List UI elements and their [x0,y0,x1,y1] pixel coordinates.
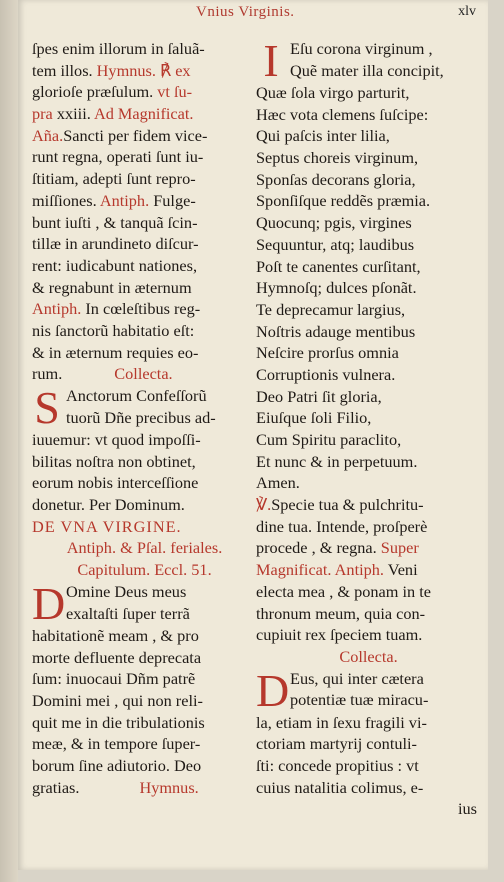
text-line: dine tua. Intende, proſperè [256,516,428,536]
drop-capital: S [34,385,60,429]
text-line: electa mea , & ponam in te [256,581,431,601]
hymn-line: Eiuſque ſoli Filio, [256,408,372,428]
folio-number: xlv [458,4,476,19]
text-line: meæ, & in tempore ſuper- [32,734,201,754]
text-line: Magnificat. Antiph. Veni [256,560,418,580]
hymn-line: Sequuntur, atq; laudibus [256,234,415,254]
drop-capital: D [32,580,66,625]
hymn-line: Hæc vota clemens ſuſcipe: [256,104,429,124]
text-line: Antiph. In cœleſtibus reg- [32,299,201,319]
text-line: donetur. Per Dominum. [32,495,185,515]
hymn-line: Deo Patri ſit gloria, [256,386,382,406]
text-line: procede , & regna. Super [256,538,419,558]
text-line: bilitas noſtra non obtinet, [32,451,196,471]
rubric-antiph: Antiph. [99,190,150,210]
rubric-hymnus: Hymnus. ℟ ex [96,60,191,80]
hymn-line: Hymnoſq; dulces pſonãt. [256,278,417,298]
text-line: Anctorum Confeſſorũ [66,386,207,405]
rubric-capitulum: Capitulum. Eccl. 51. [77,560,212,580]
text-line: habitationẽ meam , & pro [32,625,199,645]
hymn-line: Neſcire prorſus omnia [256,343,399,363]
text-line: tuorũ Dñe precibus ad- [66,407,216,427]
page-header [18,4,488,24]
text-line: & in æternum requies eo- [32,342,199,362]
rubric-ad-magnificat: Ad Magnificat. [93,104,194,124]
rubric-collecta: Collecta. [339,646,398,666]
page-gutter [0,0,18,882]
text-line: borum ſine adiutorio. Deo [32,755,202,775]
text-line: ctoriam martyrij contuli- [256,734,417,754]
book-page [18,0,488,870]
text-line: ſum: inuocaui Dñm patrẽ [32,669,196,689]
collect-block [32,385,257,429]
hymn-line: Amen. [256,473,300,493]
text-line: ſtitiam, adepti ſunt repro- [32,169,196,189]
text-line: gratias. Hymnus. [32,777,199,797]
hymn-line: Cum Spiritu paraclito, [256,430,402,449]
text-line: bunt iuſti , & tanquã ſcin- [32,212,198,232]
text-line: potentiæ tuæ miracu- [290,690,429,710]
left-column [32,38,257,798]
rubric-antiphona: Aña. [32,125,64,145]
hymn-line: Noſtris adauge mentibus [256,321,416,341]
rubric-magnificat: Magnificat. [256,560,332,580]
text-line: ℣.Specie tua & pulchritu- [256,495,424,515]
text-line: nis ſanctorũ habitatio eſt: [32,320,195,340]
hymn-line: Corruptionis vulnera. [256,364,396,384]
text-line: glorioſe præſulum. vt ſu- [32,82,193,102]
rubric-antiph: Antiph. [32,299,82,319]
hymn-line: Poſt te canentes curſitant, [256,256,421,276]
text-line: Aña.Sancti per fidem vice- [32,125,208,145]
rubric-antiph: Antiph. [331,560,384,580]
drop-capital: I [263,38,279,82]
hymn-line: Quæ ſola virgo parturit, [256,83,410,102]
section-heading: DE VNA VIRGINE. [32,516,182,536]
rubric-vt-supra: vt ſu- [157,82,193,102]
text-line: ſpes enim illorum in ſaluã- [32,39,205,58]
versicle-mark: ℣. [256,495,272,515]
hymn-line: Quẽ mater illa concipit, [290,60,444,80]
text-line: la, etiam in ſexu fragili vi- [256,712,427,732]
hymn-line: Sponſiſque reddẽs præmia. [256,191,431,211]
text-line: tillæ in arundineto diſcur- [32,234,199,254]
hymn-line: Te deprecamur largius, [256,299,406,319]
text-line: morte defluente deprecata [32,647,202,667]
text-line: miſſiones. Antiph. Fulge- [32,190,196,210]
text-line: thronum meum, quia con- [256,603,426,623]
rubric-super: Super [380,538,419,558]
text-line: quit me in die tribulationis [32,712,205,732]
rubric-collecta: Collecta. [114,364,173,384]
text-line: exaltaſti ſuper terrã [66,603,190,623]
text-line: ſti: concede propitius : vt [256,755,419,775]
text-line: iuuemur: vt quod impoſſi- [32,430,201,449]
rubric-hymnus: Hymnus. [139,777,199,797]
text-line: eorum nobis interceſſione [32,473,199,493]
running-head: Vnius Virginis. [196,4,295,20]
text-line: rent: iudicabunt nationes, [32,255,198,275]
text-line: cuius natalitia colimus, e- [256,777,424,797]
hymn-line: Et nunc & in perpetuum. [256,451,418,471]
hymn-line: Eſu corona virginum , [290,39,433,58]
hymn-line: Septus choreis virginum, [256,148,419,168]
right-column [256,38,481,820]
text-line: pra xxiii. Ad Magnificat. [32,104,194,124]
hymn-line: Qui paſcis inter lilia, [256,126,390,146]
text-line: rum. Collecta. [32,364,173,384]
catchword: ius [457,799,477,819]
hymn-line: Sponſas decorans gloria, [256,169,416,189]
text-line: & regnabunt in æternum [32,277,192,297]
text-line: cupiuit rex ſpeciem tuam. [256,625,423,645]
collect-block [256,668,481,712]
drop-capital: D [256,667,290,712]
text-line: Domini mei , qui non reli- [32,690,203,710]
rubric-antiph-ferials: Antiph. & Pſal. feriales. [66,538,223,558]
text-line: runt regna, operati ſunt iu- [32,147,204,167]
text-line: Omine Deus meus [66,581,187,601]
hymn-line: Quocunq; pgis, virgines [256,213,412,233]
hymn-block [256,38,481,82]
capitulum-block [32,581,257,625]
text-line: Eus, qui inter cætera [290,668,424,688]
text-line: tem illos. Hymnus. ℟ ex [32,60,191,80]
